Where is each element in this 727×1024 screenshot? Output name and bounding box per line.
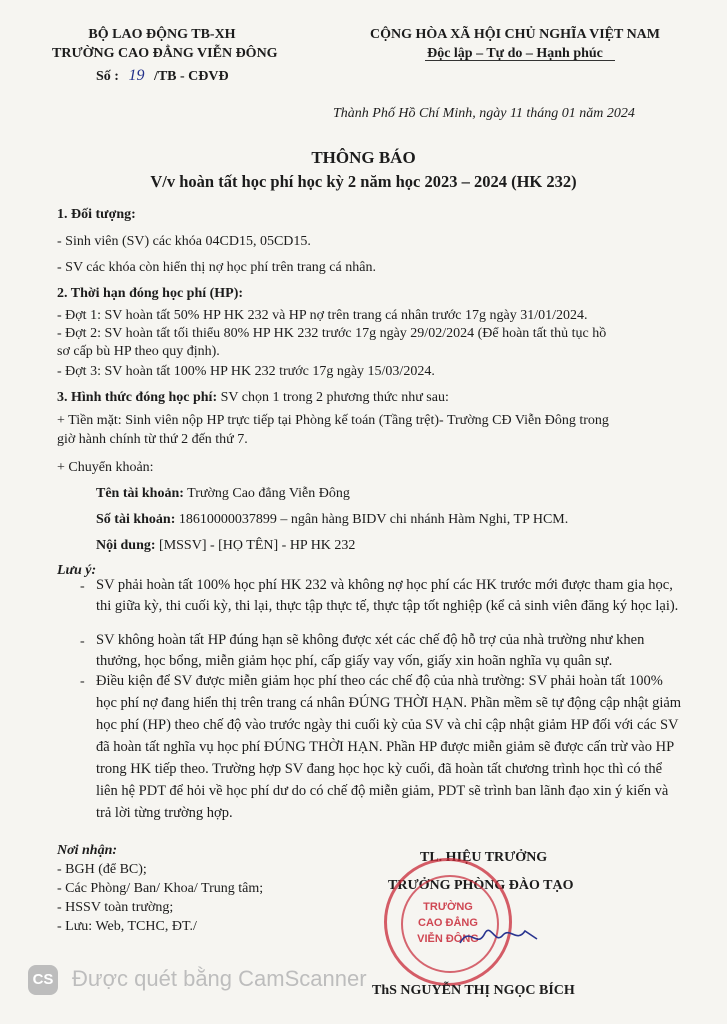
notes-heading: Lưu ý: (57, 563, 97, 578)
section3-heading: 3. Hình thức đóng học phí: SV chọn 1 trong 2 phương thức như sau: (57, 390, 449, 405)
notice-subject: V/v hoàn tất học phí học kỳ 2 năm học 2023 – 2024 (HK 232) (150, 172, 577, 191)
section2-item: - Đợt 3: SV hoàn tất 100% HP HK 232 trước 17g ngày 15/03/2024. (57, 364, 435, 379)
recipient-item: - BGH (để BC); (57, 862, 147, 877)
recipient-item: - Các Phòng/ Ban/ Khoa/ Trung tâm; (57, 881, 264, 896)
section1-heading: 1. Đối tượng: (57, 207, 136, 222)
notice-title: THÔNG BÁO (311, 148, 416, 167)
school-name: TRƯỜNG CAO ĐẲNG VIỄN ĐÔNG (52, 46, 278, 61)
signature-position: TRƯỞNG PHÒNG ĐÀO TẠO (388, 878, 574, 893)
recipients-heading: Nơi nhận: (57, 843, 118, 858)
camscanner-logo-icon: CS (28, 965, 58, 995)
section2-item: - Đợt 1: SV hoàn tất 50% HP HK 232 và HP nợ trên trang cá nhân trước 17g ngày 31/01/2024. (57, 308, 588, 323)
school-seal: TRƯỜNG CAO ĐẲNG VIỄN ĐÔNG (384, 858, 512, 986)
note-item: SV không hoàn tất HP đúng hạn sẽ không được xét các chế độ hỗ trợ của nhà trường như khen thưởng, học bổng, miễn giảm học phí, cấp giấy vay vốn, giấy xin hoãn nghĩa vụ quân sự. (96, 632, 645, 669)
motto: Độc lập – Tự do – Hạnh phúc (427, 46, 603, 61)
section2-item: - Đợt 2: SV hoàn tất tối thiểu 80% HP HK 232 trước 17g ngày 29/02/2024 (Để hoàn tất thủ tục hồ (57, 326, 607, 341)
transfer-heading: + Chuyển khoản: (57, 460, 154, 475)
recipient-item: - Lưu: Web, TCHC, ĐT./ (57, 919, 197, 934)
cash-payment-cont: giờ hành chính từ thứ 2 đến thứ 7. (57, 432, 248, 447)
handwritten-number: 19 (128, 67, 145, 84)
scanner-watermark (0, 960, 420, 1000)
signer-name: ThS NGUYỄN THỊ NGỌC BÍCH (372, 983, 575, 998)
section1-item: - Sinh viên (SV) các khóa 04CD15, 05CD15. (57, 234, 311, 249)
note-item: SV phải hoàn tất 100% học phí HK 232 và không nợ học phí các HK trước mới được tham gia học, thi giữa kỳ, thi cuối kỳ, thi lại, thực tập thực tế, thực tập tốt nghiệp (kể cả sinh viên đăng ký học lại). (96, 577, 679, 614)
cash-payment: + Tiền mặt: Sinh viên nộp HP trực tiếp tại Phòng kế toán (Tầng trệt)- Trường CĐ Viễn Đông trong (57, 413, 609, 428)
account-number: Số tài khoản: 18610000037899 – ngân hàng BIDV chi nhánh Hàm Nghi, TP HCM. (96, 512, 569, 527)
recipient-item: - HSSV toàn trường; (57, 900, 174, 915)
document-number: Số : 19 /TB - CĐVĐ (96, 67, 229, 84)
signature-title: TL. HIỆU TRƯỞNG (420, 850, 548, 865)
section2-heading: 2. Thời hạn đóng học phí (HP): (57, 286, 244, 301)
country-name: CỘNG HÒA XÃ HỘI CHỦ NGHĨA VIỆT NAM (369, 27, 660, 42)
section2-item: sơ cấp bù HP theo quy định). (57, 344, 220, 359)
ministry-name: BỘ LAO ĐỘNG TB-XH (88, 27, 236, 42)
account-name: Tên tài khoản: Trường Cao đẳng Viễn Đông (96, 486, 350, 501)
date-line: Thành Phố Hồ Chí Minh, ngày 11 tháng 01 năm 2024 (333, 106, 635, 121)
section1-item: - SV các khóa còn hiển thị nợ học phí trên trang cá nhân. (57, 260, 376, 275)
transfer-content: Nội dung: [MSSV] - [HỌ TÊN] - HP HK 232 (96, 538, 356, 553)
motto-underline (425, 60, 615, 61)
note-bullet: - (80, 634, 85, 649)
watermark-text: Được quét bằng CamScanner (72, 966, 367, 991)
handwritten-signature (455, 915, 545, 955)
note-item: Điều kiện để SV được miễn giảm học phí theo các chế độ của nhà trường: SV phải hoàn tất 100% học phí nợ đang hiển thị trên trang cá nhân ĐÚNG THỜI HẠN. Phần mềm sẽ tự động cập nhật giảm học phí (HP) theo chế độ vào trước ngày thi cuối kỳ của SV và chỉ cập nhật giảm HP đối với các SV đã hoàn tất nghĩa vụ học phí ĐÚNG THỜI HẠN. Phần HP được miễn giảm sẽ được cấn trừ vào HP trong HK tiếp theo. Trường hợp SV đang học học kỳ cuối, đã hoàn tất chương trình học thì có thể liên hệ PDT để hỏi về học phí dư do có chế độ miễn giảm, PDT sẽ trình ban lãnh đạo xin ý kiến và trả lời từng trường hợp. (96, 673, 682, 821)
note-bullet: - (80, 674, 85, 689)
note-bullet: - (80, 579, 85, 594)
